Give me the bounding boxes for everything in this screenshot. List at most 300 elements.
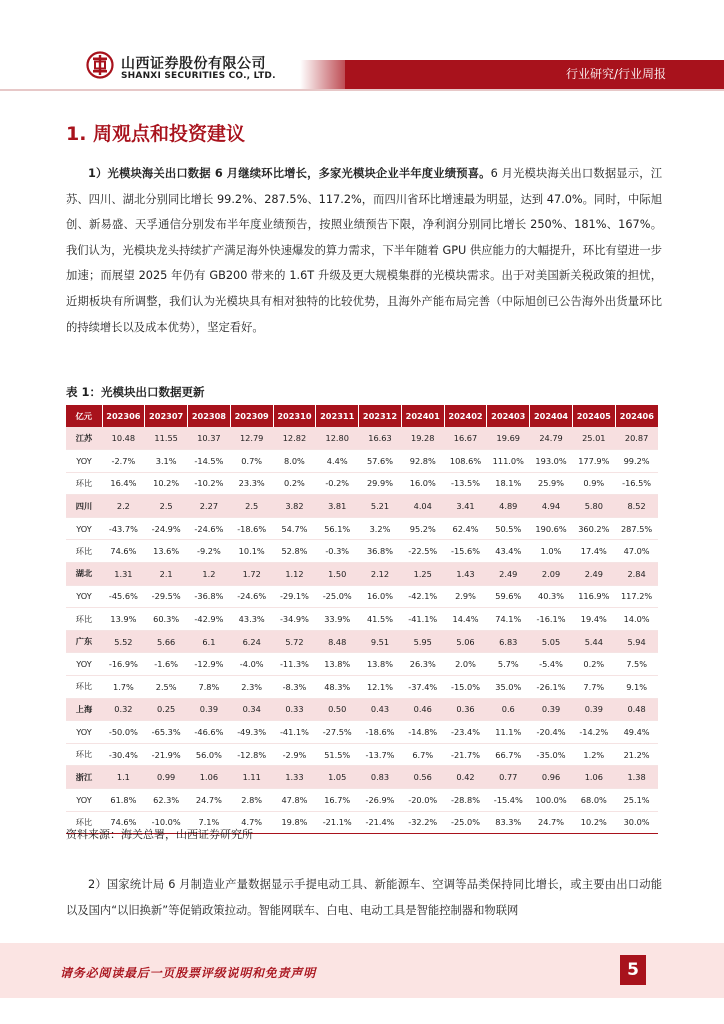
table-cell: 14.4% [444, 608, 487, 631]
row-label: 环比 [66, 540, 102, 563]
table-cell: -34.9% [273, 608, 316, 631]
table-row [66, 585, 658, 608]
row-label: YOY [66, 517, 102, 540]
table-cell: 7.7% [572, 676, 615, 699]
table-cell: -2.9% [273, 743, 316, 766]
table-cell: 5.66 [145, 630, 188, 653]
table-cell: 1.1 [102, 766, 145, 789]
row-label: 环比 [66, 811, 102, 834]
row-label: 江苏 [66, 427, 102, 450]
table-cell: 16.63 [359, 427, 402, 450]
table-cell: 25.01 [572, 427, 615, 450]
table-cell: -11.3% [273, 653, 316, 676]
table-cell: 0.39 [530, 698, 573, 721]
table-cell: -49.3% [230, 721, 273, 744]
table-header-cell: 202402 [444, 405, 487, 427]
table-cell: -15.6% [444, 540, 487, 563]
row-label: YOY [66, 789, 102, 812]
table-cell: -10.0% [145, 811, 188, 834]
table-cell: -29.5% [145, 585, 188, 608]
table-cell: -18.6% [230, 517, 273, 540]
table-cell: -36.8% [188, 585, 231, 608]
table-row [66, 653, 658, 676]
table-cell: 0.39 [188, 698, 231, 721]
table-row [66, 676, 658, 699]
table-cell: 2.49 [487, 563, 530, 586]
table-cell: 1.25 [401, 563, 444, 586]
table-header-cell: 202312 [359, 405, 402, 427]
table-cell: 0.6 [487, 698, 530, 721]
row-label: YOY [66, 653, 102, 676]
table-cell: 0.43 [359, 698, 402, 721]
table-cell: 0.36 [444, 698, 487, 721]
table-cell: 360.2% [572, 517, 615, 540]
table-row [66, 472, 658, 495]
table-row [66, 630, 658, 653]
table-cell: 5.52 [102, 630, 145, 653]
table-cell: -46.6% [188, 721, 231, 744]
table-cell: 13.6% [145, 540, 188, 563]
table-cell: 0.25 [145, 698, 188, 721]
table-cell: 57.6% [359, 450, 402, 473]
table-cell: -12.8% [230, 743, 273, 766]
table-cell: -37.4% [401, 676, 444, 699]
table-cell: -25.0% [316, 585, 359, 608]
table-cell: 19.28 [401, 427, 444, 450]
table-cell: 40.3% [530, 585, 573, 608]
table-cell: 13.9% [102, 608, 145, 631]
table-cell: 19.4% [572, 608, 615, 631]
table-cell: -13.7% [359, 743, 402, 766]
table-cell: 26.3% [401, 653, 444, 676]
paragraph-1-body: 6 月光模块海关出口数据显示，江苏、四川、湖北分别同比增长 99.2%、287.5%、117.2%，而四川省环比增速最为明显，达到 47.0%。同时，中际旭创、新易盛、天孚通信分别发布半年度业绩预告，按照业绩预告下限，净利润分别同比增长 250%、181%、167%。我们认为，光模块龙头持续扩产满足海外快速爆发的算力需求，下半年随着 GPU 供应能力的大幅提升，环比有望进一步加速；而展望 2025 年仍有 GB200 带来的 1.6T 升级及更大规模集群的光模块需求。出于对美国新关税政策的担忧，近期板块有所调整，我们认为光模块具有相对独特的比较优势，且海外产能布局完善（中际旭创已公告海外出货量环比的持续增长以及成本优势），坚定看好。 [66, 167, 663, 334]
table-cell: 83.3% [487, 811, 530, 834]
table-cell: -16.5% [615, 472, 658, 495]
table-cell: 5.95 [401, 630, 444, 653]
row-label: 环比 [66, 676, 102, 699]
table-cell: 16.4% [102, 472, 145, 495]
table-cell: 0.2% [572, 653, 615, 676]
table-cell: 74.1% [487, 608, 530, 631]
table-header-cell: 202311 [316, 405, 359, 427]
table-cell: 1.06 [572, 766, 615, 789]
row-label: 环比 [66, 608, 102, 631]
table-cell: 3.1% [145, 450, 188, 473]
table-cell: 12.79 [230, 427, 273, 450]
table-cell: -21.7% [444, 743, 487, 766]
table-cell: 0.77 [487, 766, 530, 789]
table-header-cell: 202403 [487, 405, 530, 427]
table-cell: 14.0% [615, 608, 658, 631]
table-cell: -14.2% [572, 721, 615, 744]
table-cell: 2.09 [530, 563, 573, 586]
table-cell: -50.0% [102, 721, 145, 744]
table-cell: -42.1% [401, 585, 444, 608]
table-cell: 0.99 [145, 766, 188, 789]
table-cell: 3.2% [359, 517, 402, 540]
company-logo-icon [86, 51, 114, 79]
table-cell: -27.5% [316, 721, 359, 744]
table-cell: 56.0% [188, 743, 231, 766]
paragraph-2 [66, 872, 662, 924]
table-cell: -25.0% [444, 811, 487, 834]
table-cell: 4.94 [530, 495, 573, 518]
table-cell: 0.50 [316, 698, 359, 721]
table-cell: -35.0% [530, 743, 573, 766]
table-cell: -16.1% [530, 608, 573, 631]
table-cell: 10.37 [188, 427, 231, 450]
table-cell: 6.24 [230, 630, 273, 653]
row-label: 浙江 [66, 766, 102, 789]
table-cell: 16.67 [444, 427, 487, 450]
table-cell: 24.7% [530, 811, 573, 834]
table-cell: -28.8% [444, 789, 487, 812]
table-cell: 47.8% [273, 789, 316, 812]
table-cell: 2.9% [444, 585, 487, 608]
table-cell: 0.56 [401, 766, 444, 789]
table-cell: 1.50 [316, 563, 359, 586]
table-cell: -22.5% [401, 540, 444, 563]
row-label: 湖北 [66, 563, 102, 586]
table-cell: 4.7% [230, 811, 273, 834]
table-cell: 5.21 [359, 495, 402, 518]
paragraph-2-text: 2）国家统计局 6 月制造业产量数据显示手提电动工具、新能源车、空调等品类保持同比增长，或主要由出口动能以及国内“以旧换新”等促销政策拉动。智能网联车、白电、电动工具是智能控制器和物联网 [66, 878, 662, 917]
table-cell: 99.2% [615, 450, 658, 473]
table-row [66, 495, 658, 518]
table-cell: 100.0% [530, 789, 573, 812]
table-cell: 12.82 [273, 427, 316, 450]
table-cell: 10.2% [145, 472, 188, 495]
table-cell: 8.0% [273, 450, 316, 473]
table-cell: 6.7% [401, 743, 444, 766]
table-cell: 92.8% [401, 450, 444, 473]
table-cell: 2.5 [230, 495, 273, 518]
table-header-cell: 202308 [188, 405, 231, 427]
table-header-row [66, 405, 658, 427]
table-cell: 9.1% [615, 676, 658, 699]
table-cell: -5.4% [530, 653, 573, 676]
table-cell: 43.3% [230, 608, 273, 631]
header-band [345, 60, 724, 90]
table-cell: -8.3% [273, 676, 316, 699]
table-cell: 0.39 [572, 698, 615, 721]
table-cell: 0.9% [572, 472, 615, 495]
table-cell: 62.4% [444, 517, 487, 540]
table-caption: 表 1：光模块出口数据更新 [66, 385, 205, 399]
table-cell: 35.0% [487, 676, 530, 699]
table-cell: 62.3% [145, 789, 188, 812]
table-cell: 11.55 [145, 427, 188, 450]
table-cell: -20.4% [530, 721, 573, 744]
row-label: 上海 [66, 698, 102, 721]
table-cell: -29.1% [273, 585, 316, 608]
table-cell: 1.12 [273, 563, 316, 586]
table-cell: 29.9% [359, 472, 402, 495]
table-cell: -24.6% [188, 517, 231, 540]
table-cell: -16.9% [102, 653, 145, 676]
table-cell: 13.8% [359, 653, 402, 676]
table-cell: 50.5% [487, 517, 530, 540]
table-cell: 0.48 [615, 698, 658, 721]
table-cell: -21.9% [145, 743, 188, 766]
table-cell: 16.0% [401, 472, 444, 495]
table-row [66, 427, 658, 450]
table-cell: 1.43 [444, 563, 487, 586]
report-type: 行业研究/行业周报 [565, 67, 666, 81]
table-cell: -21.4% [359, 811, 402, 834]
table-cell: 7.8% [188, 676, 231, 699]
table-cell: 19.8% [273, 811, 316, 834]
table-cell: 2.5% [145, 676, 188, 699]
table-cell: 66.7% [487, 743, 530, 766]
table-cell: 4.04 [401, 495, 444, 518]
table-cell: 2.49 [572, 563, 615, 586]
table-cell: 2.1 [145, 563, 188, 586]
table-cell: 0.34 [230, 698, 273, 721]
table-cell: 2.5 [145, 495, 188, 518]
table-cell: 0.2% [273, 472, 316, 495]
row-label: 四川 [66, 495, 102, 518]
table-cell: 177.9% [572, 450, 615, 473]
table-cell: 1.2 [188, 563, 231, 586]
table-cell: 193.0% [530, 450, 573, 473]
table-cell: 2.2 [102, 495, 145, 518]
table-cell: 2.0% [444, 653, 487, 676]
table-cell: 5.94 [615, 630, 658, 653]
table-cell: 0.33 [273, 698, 316, 721]
row-label: YOY [66, 450, 102, 473]
table-cell: 51.5% [316, 743, 359, 766]
table-cell: 6.83 [487, 630, 530, 653]
company-name-cn: 山西证券股份有限公司 [121, 56, 266, 72]
table-cell: 5.44 [572, 630, 615, 653]
table-cell: 3.81 [316, 495, 359, 518]
table-cell: 56.1% [316, 517, 359, 540]
paragraph-1-lead: 1）光模块海关出口数据 6 月继续环比增长，多家光模块企业半年度业绩预喜。 [88, 167, 491, 180]
paragraph-1 [66, 161, 662, 340]
table-header-cell: 202309 [230, 405, 273, 427]
table-cell: -23.4% [444, 721, 487, 744]
table-cell: 2.12 [359, 563, 402, 586]
table-cell: -20.0% [401, 789, 444, 812]
table-cell: 10.1% [230, 540, 273, 563]
table-cell: 13.8% [316, 653, 359, 676]
table-header-cell: 202406 [615, 405, 658, 427]
table-row [66, 721, 658, 744]
table-header-cell: 202405 [572, 405, 615, 427]
table-cell: 24.79 [530, 427, 573, 450]
table-cell: -13.5% [444, 472, 487, 495]
table-cell: 0.96 [530, 766, 573, 789]
table-header-cell: 202307 [145, 405, 188, 427]
table-cell: 19.69 [487, 427, 530, 450]
footer-disclaimer: 请务必阅读最后一页股票评级说明和免责声明 [60, 966, 317, 980]
table-cell: 36.8% [359, 540, 402, 563]
table-cell: 7.5% [615, 653, 658, 676]
table-cell: 7.1% [188, 811, 231, 834]
table-row [66, 743, 658, 766]
table-cell: 16.7% [316, 789, 359, 812]
table-row [66, 563, 658, 586]
table-cell: -10.2% [188, 472, 231, 495]
table-cell: 3.82 [273, 495, 316, 518]
table-cell: -30.4% [102, 743, 145, 766]
row-label: YOY [66, 721, 102, 744]
table-cell: -43.7% [102, 517, 145, 540]
table-cell: 1.38 [615, 766, 658, 789]
table-cell: 4.89 [487, 495, 530, 518]
company-name-en: SHANXI SECURITIES CO., LTD. [121, 71, 276, 81]
table-cell: 0.83 [359, 766, 402, 789]
table-cell: -21.1% [316, 811, 359, 834]
table-cell: 0.42 [444, 766, 487, 789]
table-cell: 287.5% [615, 517, 658, 540]
table-cell: -18.6% [359, 721, 402, 744]
table-cell: -45.6% [102, 585, 145, 608]
table-cell: 41.5% [359, 608, 402, 631]
table-cell: 61.8% [102, 789, 145, 812]
table-cell: 47.0% [615, 540, 658, 563]
table-cell: -0.2% [316, 472, 359, 495]
table-cell: -2.7% [102, 450, 145, 473]
table-cell: 0.46 [401, 698, 444, 721]
table-cell: -4.0% [230, 653, 273, 676]
header-divider [0, 89, 724, 91]
table-cell: 33.9% [316, 608, 359, 631]
table-cell: 9.51 [359, 630, 402, 653]
section-title: 1. 周观点和投资建议 [66, 123, 246, 145]
table-row [66, 766, 658, 789]
table-cell: 1.05 [316, 766, 359, 789]
table-cell: 52.8% [273, 540, 316, 563]
page-header [0, 0, 724, 92]
table-row [66, 698, 658, 721]
table-cell: -1.6% [145, 653, 188, 676]
row-label: 环比 [66, 472, 102, 495]
table-cell: 2.3% [230, 676, 273, 699]
table-cell: 74.6% [102, 811, 145, 834]
table-cell: 95.2% [401, 517, 444, 540]
table-cell: 59.6% [487, 585, 530, 608]
row-label: 环比 [66, 743, 102, 766]
table-cell: 12.80 [316, 427, 359, 450]
table-cell: 1.72 [230, 563, 273, 586]
table-cell: 3.41 [444, 495, 487, 518]
table-cell: -32.2% [401, 811, 444, 834]
table-cell: 48.3% [316, 676, 359, 699]
table-cell: 18.1% [487, 472, 530, 495]
table-cell: 25.1% [615, 789, 658, 812]
table-source: 资料来源：海关总署，山西证券研究所 [66, 828, 253, 841]
page-number: 5 [620, 955, 646, 985]
table-cell: -24.6% [230, 585, 273, 608]
table-cell: -26.9% [359, 789, 402, 812]
table-cell: 5.05 [530, 630, 573, 653]
table-cell: 8.52 [615, 495, 658, 518]
table-cell: -14.5% [188, 450, 231, 473]
table-header-cell: 202310 [273, 405, 316, 427]
table-cell: 23.3% [230, 472, 273, 495]
table-cell: 5.06 [444, 630, 487, 653]
table-cell: 116.9% [572, 585, 615, 608]
table-cell: -9.2% [188, 540, 231, 563]
table-cell: -15.0% [444, 676, 487, 699]
table-cell: 11.1% [487, 721, 530, 744]
table-cell: -0.3% [316, 540, 359, 563]
table-cell: -26.1% [530, 676, 573, 699]
table-header-cell: 202401 [401, 405, 444, 427]
table-cell: 2.8% [230, 789, 273, 812]
table-header-cell: 202404 [530, 405, 573, 427]
table-cell: 5.7% [487, 653, 530, 676]
table-cell: 60.3% [145, 608, 188, 631]
table-cell: -12.9% [188, 653, 231, 676]
table-cell: 1.11 [230, 766, 273, 789]
table-cell: 1.2% [572, 743, 615, 766]
table-cell: 0.32 [102, 698, 145, 721]
table-cell: 1.06 [188, 766, 231, 789]
table-cell: 1.7% [102, 676, 145, 699]
table-cell: -24.9% [145, 517, 188, 540]
table-cell: -42.9% [188, 608, 231, 631]
table-cell: 10.2% [572, 811, 615, 834]
table-cell: 5.80 [572, 495, 615, 518]
table-header-cell: 亿元 [66, 405, 102, 427]
table-cell: 1.0% [530, 540, 573, 563]
table-cell: 108.6% [444, 450, 487, 473]
table-cell: 74.6% [102, 540, 145, 563]
table-cell: 12.1% [359, 676, 402, 699]
export-data-table [66, 405, 658, 834]
table-cell: 0.7% [230, 450, 273, 473]
table-cell: 2.84 [615, 563, 658, 586]
table-header-cell: 202306 [102, 405, 145, 427]
table-cell: -41.1% [273, 721, 316, 744]
table-row [66, 608, 658, 631]
table-cell: 17.4% [572, 540, 615, 563]
table-cell: 2.27 [188, 495, 231, 518]
table-cell: 10.48 [102, 427, 145, 450]
table-row [66, 789, 658, 812]
table-row [66, 517, 658, 540]
table-cell: 30.0% [615, 811, 658, 834]
table-cell: 21.2% [615, 743, 658, 766]
table-cell: -14.8% [401, 721, 444, 744]
table-cell: 190.6% [530, 517, 573, 540]
table-cell: -65.3% [145, 721, 188, 744]
table-cell: 24.7% [188, 789, 231, 812]
table-cell: 5.72 [273, 630, 316, 653]
table-cell: 20.87 [615, 427, 658, 450]
table-cell: 49.4% [615, 721, 658, 744]
table-cell: 1.31 [102, 563, 145, 586]
table-cell: 1.33 [273, 766, 316, 789]
row-label: YOY [66, 585, 102, 608]
table-row [66, 540, 658, 563]
table-cell: 4.4% [316, 450, 359, 473]
table-cell: 8.48 [316, 630, 359, 653]
table-cell: 54.7% [273, 517, 316, 540]
table-cell: 6.1 [188, 630, 231, 653]
table-cell: 25.9% [530, 472, 573, 495]
row-label: 广东 [66, 630, 102, 653]
table-cell: 16.0% [359, 585, 402, 608]
table-cell: -15.4% [487, 789, 530, 812]
table-cell: 111.0% [487, 450, 530, 473]
table-cell: 43.4% [487, 540, 530, 563]
table-row [66, 450, 658, 473]
table-cell: 68.0% [572, 789, 615, 812]
